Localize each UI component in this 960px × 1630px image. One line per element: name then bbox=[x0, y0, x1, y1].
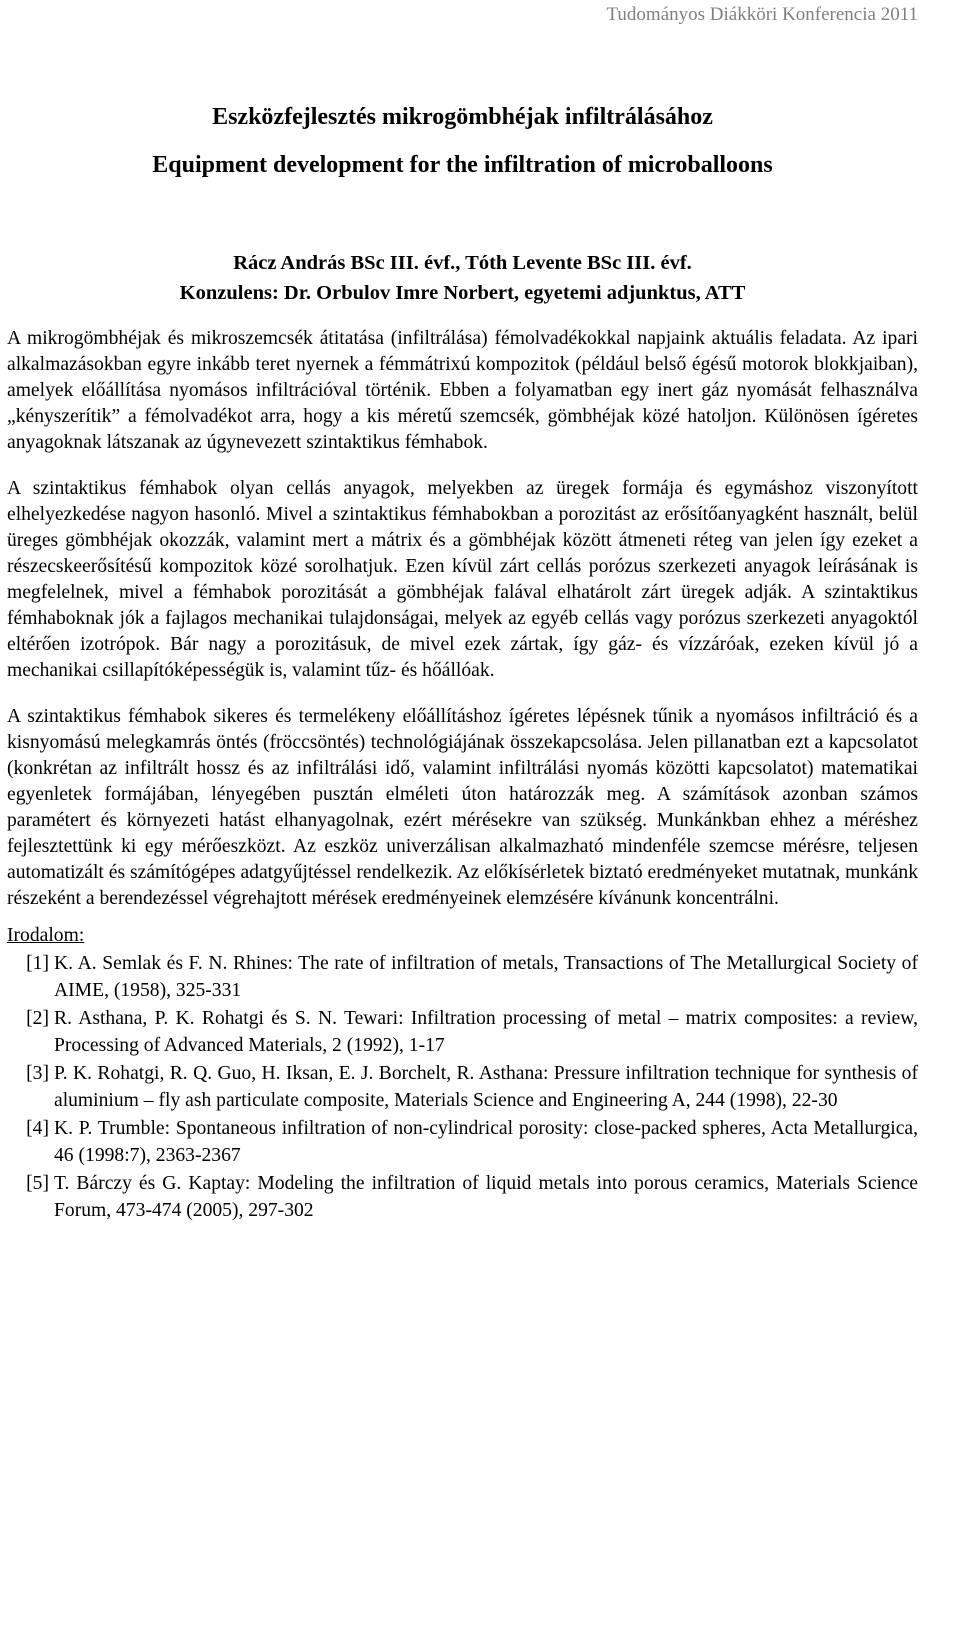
running-header: Tudományos Diákköri Konferencia 2011 bbox=[606, 4, 918, 25]
reference-text: K. A. Semlak és F. N. Rhines: The rate of infiltration of metals, Transactions of The Metallurgical Society of AIME, (1958), 325-331 bbox=[54, 953, 918, 1001]
document-page bbox=[7, 0, 918, 1226]
reference-item bbox=[7, 1061, 918, 1114]
paragraph-2: A szintaktikus fémhabok olyan cellás anyagok, melyekben az üregek formája és egymáshoz viszonyított elhelyezkedése nagyon hasonló. Mivel a szintaktikus fémhabokban a porozitást az erősítőanyagként használt, belül üreges gömbhéjak okozzák, valamint mert a mátrix és a gömbhéjak között átmeneti réteg van jelen így ezeket a részecskeerősítésű kompozitok közé sorolhatjuk. Ezen kívül zárt cellás porózus szerkezeti anyagok leírásának is megfelelnek, mivel a fémhabok porozitását a gömbhéjak falával elhatárolt zárt üregek adják. A szintaktikus fémhaboknak jók a fajlagos mechanikai tulajdonságai, melyek az egyéb cellás vagy porózus szerkezeti anyagoktól eltérően izotrópok. Bár nagy a porozitásuk, de mivel ezek zártak, így gáz- és vízzáróak, ezeken kívül jó a mechanikai csillapítóképességük is, valamint tűz- és hőállóak. bbox=[7, 478, 918, 681]
references-list bbox=[7, 951, 918, 1224]
reference-item bbox=[7, 1171, 918, 1224]
reference-number: [5] bbox=[26, 1173, 49, 1194]
reference-number: [4] bbox=[26, 1118, 49, 1139]
reference-item bbox=[7, 1006, 918, 1059]
paragraph-1: A mikrogömbhéjak és mikroszemcsék átitatása (infiltrálása) fémolvadékokkal napjaink aktuális feladata. Az ipari alkalmazásokban egyre inkább teret nyernek a fémmátrixú kompozitok (például belső égésű motorok blokkjaiban), amelyek előállítása nyomásos infiltrációval történik. Ebben a folyamatban egy inert gáz nyomását felhasználva „kényszerítik” a fémolvadékot arra, hogy a kis méretű szemcsék, gömbhéjak közé hatoljon. Különösen ígéretes anyagoknak látszanak az úgynevezett szintaktikus fémhabok. bbox=[7, 328, 918, 453]
reference-text: R. Asthana, P. K. Rohatgi és S. N. Tewari: Infiltration processing of metal – matrix composites: a review, Processing of Advanced Materials, 2 (1992), 1-17 bbox=[54, 1008, 918, 1056]
paragraph-3: A szintaktikus fémhabok sikeres és termelékeny előállításhoz ígéretes lépésnek tűnik a nyomásos infiltráció és a kisnyomású melegkamrás öntés (fröccsöntés) technológiájának összekapcsolása. Jelen pillanatban ezt a kapcsolatot (konkrétan az infiltrált hossz és az infiltrálási idő, valamint infiltrálási nyomás közötti kapcsolatot) matematikai egyenletek formájában, lényegében pusztán elméleti úton határozzák meg. A számítások azonban számos paramétert és környezeti hatást elhanyagolnak, ezért mérésekre van szükség. Munkánkban ehhez a méréshez fejlesztettünk ki egy mérőeszközt. Az eszköz univerzálisan alkalmazható mindenféle szemcse mérésre, teljesen automatizált és számítógépes adatgyűjtéssel rendelkezik. Az előkísérletek biztató eredményeket mutatnak, munkánk részeként a berendezéssel végrehajtott mérések eredményeinek elemzésére kívánunk koncentrálni. bbox=[7, 706, 918, 909]
authors-block bbox=[7, 250, 918, 310]
author-line: Rácz András BSc III. évf., Tóth Levente BSc III. évf. bbox=[233, 252, 692, 274]
title-block bbox=[7, 102, 918, 180]
reference-text: T. Bárczy és G. Kaptay: Modeling the infiltration of liquid metals into porous ceramics, Materials Science Forum, 473-474 (2005), 297-302 bbox=[54, 1173, 918, 1221]
abstract-body bbox=[7, 326, 918, 912]
reference-item bbox=[7, 1116, 918, 1169]
references-heading: Irodalom: bbox=[7, 925, 85, 946]
reference-text: P. K. Rohatgi, R. Q. Guo, H. Iksan, E. J. Borchelt, R. Asthana: Pressure infiltration technique for synthesis of aluminium – fly ash particulate composite, Materials Science and Engineering A, 244 (1998), 22-30 bbox=[54, 1063, 918, 1111]
reference-number: [3] bbox=[26, 1063, 49, 1084]
reference-number: [1] bbox=[26, 953, 49, 974]
title-hungarian: Eszközfejlesztés mikrogömbhéjak infiltrálásához bbox=[212, 104, 713, 130]
reference-text: K. P. Trumble: Spontaneous infiltration of non-cylindrical porosity: close-packed spheres, Acta Metallurgica, 46 (1998:7), 2363-2367 bbox=[54, 1118, 918, 1166]
reference-number: [2] bbox=[26, 1008, 49, 1029]
reference-item bbox=[7, 951, 918, 1004]
supervisor-line: Konzulens: Dr. Orbulov Imre Norbert, egyetemi adjunktus, ATT bbox=[179, 282, 746, 304]
title-english: Equipment development for the infiltration of microballoons bbox=[152, 152, 773, 178]
